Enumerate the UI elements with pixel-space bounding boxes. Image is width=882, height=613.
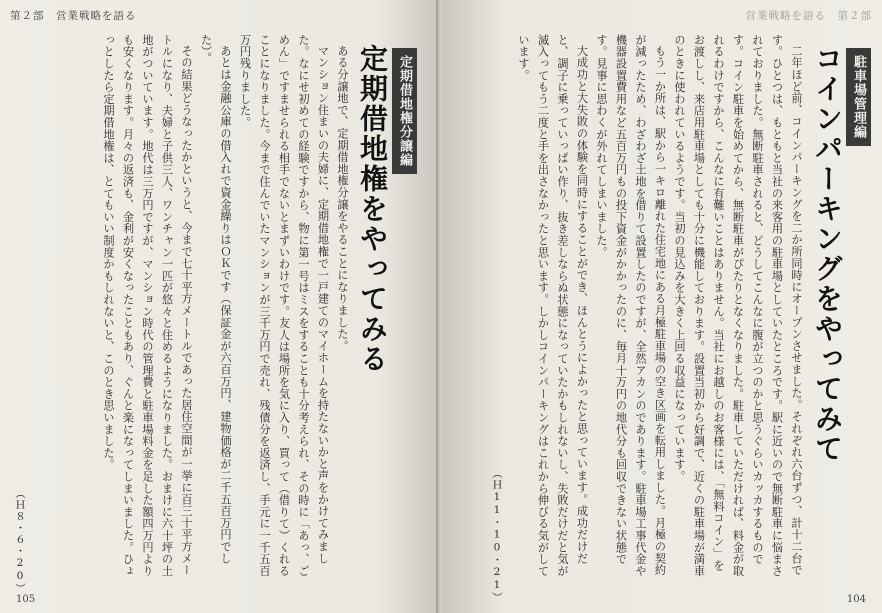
chapter-title-left: 定期借地権をやってみる bbox=[356, 44, 389, 374]
paragraph: もう一か所は、駅から一キロ離れた住宅地にある月極駐車場の空き区画を転用しました。月極の契約が減ったため、わざわざ土地を借りて設置したのですが、全然アカンのであります。駐車場工事代金や機器設置費用など五百万円もの投下資金がかかったのに、毎月十万円の地代分も回収できない状態です。見事に思わくが外れてしまいました。 bbox=[595, 34, 667, 577]
chapter-title-right: コインパーキングをやってみて bbox=[811, 44, 844, 464]
section-tag-right: 駐車場管理編 bbox=[846, 48, 871, 146]
right-page bbox=[442, 0, 882, 613]
page-number-left: 105 bbox=[16, 594, 36, 605]
paragraph: その結果どうなったかというと、今まで七十平方メートルであった居住空間が一挙に百三十平方メートルになり、夫婦と子供三人、ワンチャン一匹が悠々と住めるようになりました。おまけに六十坪の土地がついています。地代は三万円ですが、マンション時代の管理費と駐車場料金を足した額四万円よりも安くなります。月々の返済も、金利が安くなったこともあり、ぐんと楽になってしまいました。ひょっとしたら定期借地権は、とてもいい制度かもしれないと、このとき思いました。 bbox=[102, 34, 193, 577]
paragraph: あとは金融公庫の借入れで資金繰りはＯＫです（保証金が六百万円、建物価格が二千五百万円でした）。 bbox=[199, 34, 232, 565]
paragraph: マンション住まいの夫婦に、定期借地権で一戸建てのマイホームを持たないかと声をかけてみました。なにせ初めての経験ですから、物に第一号はミスをすることも十分考えられ、その時に「あっ、ごめん」ですませられる相手でないとまずいわけです。友人は場所を気に入り、買って（借りて）くれることになりました。今まで住んでいたマンションが三千万円で売れ、残債分を返済し、手元に一千五百万円残りました。 bbox=[238, 34, 330, 577]
date-left: （Ｈ８・６・20） bbox=[14, 488, 26, 595]
left-page bbox=[0, 0, 440, 613]
paragraph: 二年ほど前、コインパーキングを二か所同時にオープンさせました。それぞれ六台ずつ、計十二台です。ひとつは、もともと当社の来客用の駐車場としていたところです。駅に近いので無断駐車に悩まされておりました。無断駐車されると、どうしてこんなに腹が立つのかと思うぐらいカッカするものです。コイン駐車を始めてから、無断駐車がぴたりとなくなりました。駐車していただければ、料金が取れるわけですから、こんなに有難いことはありません。当社にお越しのお客様には、「無料コイン」をお渡しし、来店用駐車場としても十分に機能しております。設置当初から好調で、近くの駐車場が満車のときに使われているようです。当初の見込みを大きく上回る収益になっています。 bbox=[673, 34, 803, 577]
date-right: （Ｈ11・10・21） bbox=[491, 468, 503, 604]
running-head-right: 営業戦略を語る 第２部 bbox=[745, 10, 872, 22]
paragraph: 大成功と大失敗の体験を同時にすることができ、ほんとうによかったと思っています。成功だけだと、調子に乗っていっぱい作り、抜き差しならぬ状態になっていたかもしれないし、失敗だけだと気が滅入ってもう二度と手を出さなかったと思います。しかしコインパーキングはこれから伸びる気がしています。 bbox=[517, 34, 589, 577]
running-head-left: 第２部 営業戦略を語る bbox=[10, 10, 137, 22]
body-text-left bbox=[10, 34, 352, 582]
section-tag-left: 定期借地権分譲編 bbox=[392, 48, 417, 174]
page-number-right: 104 bbox=[846, 594, 866, 605]
paragraph: ある分譲地で、定期借地権分譲をやることになりました。 bbox=[336, 45, 349, 352]
body-text-right bbox=[488, 34, 806, 582]
